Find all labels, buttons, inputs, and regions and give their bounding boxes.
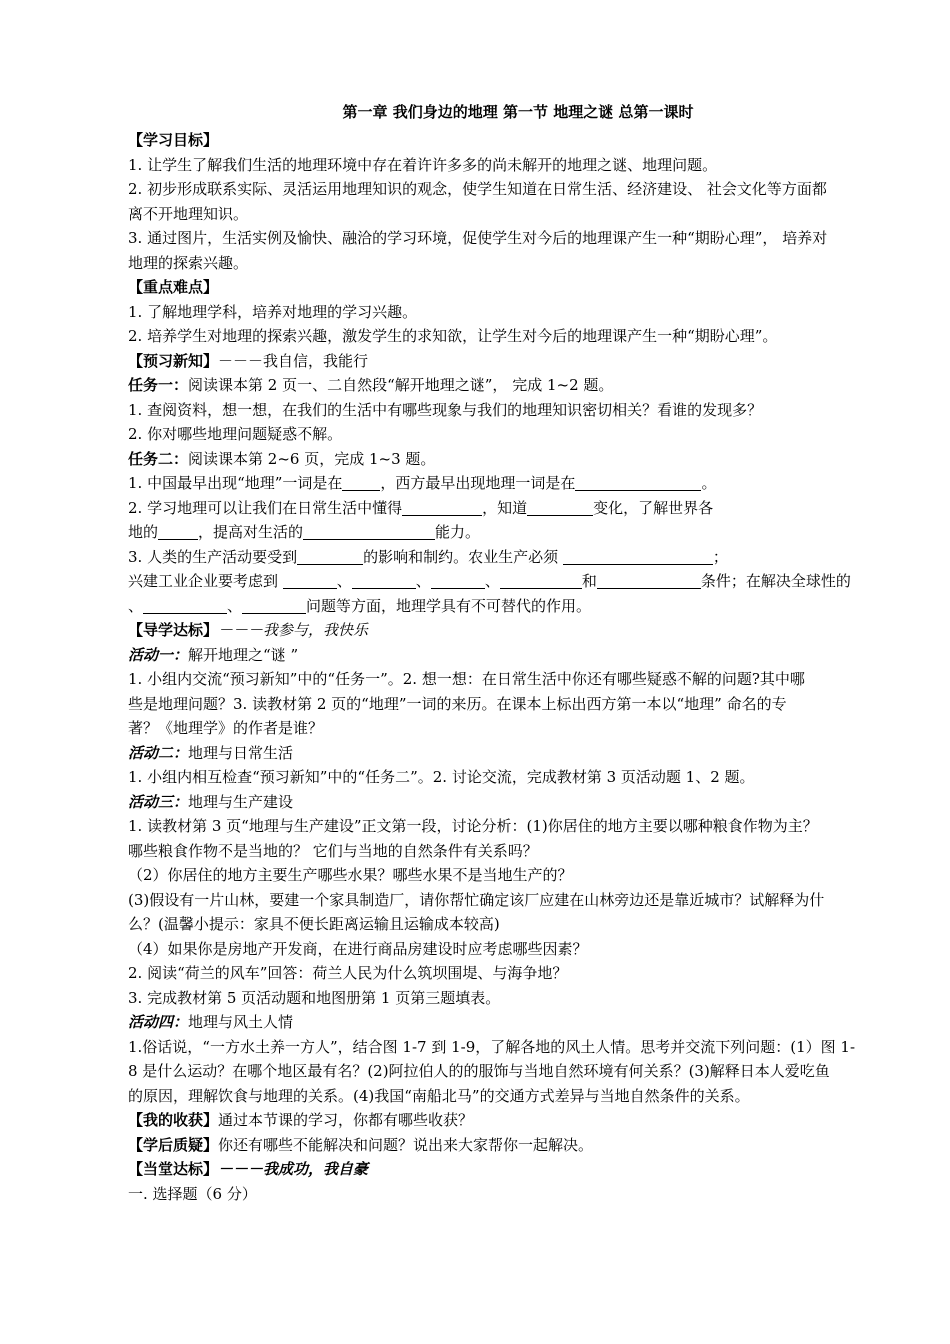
fill-blank[interactable]	[303, 523, 435, 540]
activity-3-line-3: （2）你居住的地方主要生产哪些水果？哪些水果不是当地生产的？	[128, 866, 573, 884]
q1-part-c: 。	[701, 474, 717, 492]
activity-3-line-6: （4）如果你是房地产开发商，在进行商品房建设时应考虑哪些因素？	[128, 939, 588, 958]
heading-guided-learning: 【导学达标】	[128, 621, 219, 639]
activity-1-title: 解开地理之“谜 ”	[188, 645, 299, 664]
task-2-text: 阅读课本第 2~6 页，完成 1~3 题。	[188, 449, 436, 468]
q2-part-e: ，提高对生活的	[198, 523, 304, 541]
fill-blank[interactable]	[597, 572, 701, 589]
activity-3-line-8: 3. 完成教材第 5 页活动题和地图册第 1 页第三题填表。	[128, 988, 501, 1007]
goal-3-line-1: 3. 通过图片，生活实例及愉快、融洽的学习环境，促使学生对今后的地理课产生一种“期盼心理”， 培养对	[128, 229, 828, 247]
q3-part-d: 兴建工业企业要考虑到	[128, 572, 283, 590]
activity-1-line-1: 1. 小组内交流“预习新知”中的“任务一”。2. 想一想：在日常生活中你还有哪些疑惑不解的问题?其中哪	[128, 670, 805, 688]
fill-blank[interactable]	[402, 499, 482, 516]
q2-part-f: 能力。	[435, 523, 481, 541]
activity-2-title: 地理与日常生活	[188, 743, 294, 762]
task-1-question-2: 2. 你对哪些地理问题疑惑不解。	[128, 425, 343, 443]
fill-blank[interactable]	[143, 597, 227, 614]
activity-4-line-2: 8 是什么运动？在哪个地区最有名？(2)阿拉伯人的的服饰与当地自然环境有何关系？(3)解释日本人爱吃鱼	[128, 1062, 830, 1080]
q1-part-a: 1. 中国最早出现“地理”一词是在	[128, 474, 343, 492]
heading-questions-after: 【学后质疑】	[128, 1135, 219, 1154]
goal-2-line-2: 离不开地理知识。	[128, 204, 249, 223]
activity-3-line-4: (3)假设有一片山林，要建一个家具制造厂，请你帮忙确定该厂应建在山林旁边还是靠近城市？试解释为什	[128, 890, 825, 909]
separator: 、	[227, 596, 243, 615]
preview-motto: －－－我自信，我能行	[218, 351, 369, 370]
fill-blank[interactable]	[527, 499, 593, 516]
q3-part-b: 的影响和制约。农业生产必须	[363, 547, 563, 566]
heading-key-points: 【重点难点】	[128, 278, 219, 296]
activity-3-line-5: 么？(温馨小提示：家具不便长距离运输且运输成本较高)	[128, 915, 500, 933]
fill-blank[interactable]	[158, 523, 198, 540]
key-point-1: 1. 了解地理学科，培养对地理的学习兴趣。	[128, 302, 418, 321]
fill-blank[interactable]	[352, 572, 416, 589]
my-gains-text: 通过本节课的学习，你都有哪些收获？	[218, 1111, 474, 1129]
guided-learning-motto: －－－我参与，我快乐	[218, 621, 369, 639]
separator: 、	[128, 596, 144, 615]
fill-blank[interactable]	[297, 548, 363, 565]
heading-learning-goals: 【学习目标】	[128, 131, 219, 149]
activity-3-line-2: 哪些粮食作物不是当地的？ 它们与当地的自然条件有关系吗？	[128, 841, 538, 860]
multiple-choice-heading: 一. 选择题（6 分）	[128, 1184, 257, 1203]
q3-part-f: 条件；在解决全球性的	[700, 572, 851, 590]
fill-blank[interactable]	[563, 548, 713, 565]
activity-4-line-1: 1.俗话说，“一方水土养一方人”，结合图 1-7 到 1-9，了解各地的风土人情。思考并交流下列问题：(1）图 1-	[128, 1037, 856, 1056]
fill-blank[interactable]	[500, 572, 582, 589]
fill-blank[interactable]	[431, 572, 485, 589]
activity-3-title: 地理与生产建设	[188, 792, 294, 811]
q1-part-b: ，西方最早出现地理一词是在	[380, 474, 576, 492]
q3-part-e: 和	[581, 572, 597, 590]
task-1-text: 阅读课本第 2 页一、二自然段“解开地理之谜”， 完成 1~2 题。	[188, 376, 614, 394]
task-1-question-1: 1. 查阅资料，想一想，在我们的生活中有哪些现象与我们的地理知识密切相关？看谁的发现多？	[128, 400, 763, 419]
activity-4-label: 活动四：	[128, 1013, 189, 1031]
q2-part-c: 变化，了解世界各	[593, 498, 714, 517]
goal-2-line-1: 2. 初步形成联系实际、灵活运用地理知识的观念，使学生知道在日常生活、经济建设、 社会文化等方面都	[128, 180, 827, 198]
key-point-2: 2. 培养学生对地理的探索兴趣，激发学生的求知欲，让学生对今后的地理课产生一种“期盼心理”。	[128, 327, 778, 345]
heading-my-gains: 【我的收获】	[128, 1111, 219, 1129]
activity-3-line-7: 2. 阅读“荷兰的风车”回答：荷兰人民为什么筑坝围堤、与海争地？	[128, 964, 568, 982]
separator: 、	[336, 572, 352, 590]
task-2-label: 任务二：	[128, 449, 189, 468]
q2-part-a: 2. 学习地理可以让我们在日常生活中懂得	[128, 498, 403, 517]
document-title: 第一章 我们身边的地理 第一节 地理之谜 总第一课时	[342, 103, 694, 121]
fill-blank[interactable]	[242, 597, 306, 614]
document-page	[128, 100, 908, 1206]
activity-2-label: 活动二：	[128, 743, 189, 762]
activity-4-title: 地理与风土人情	[188, 1013, 294, 1031]
task-1-label: 任务一：	[128, 376, 189, 394]
q3-part-a: 3. 人类的生产活动要受到	[128, 547, 298, 566]
q2-part-b: ，知道	[482, 498, 528, 517]
separator: 、	[415, 572, 431, 590]
activity-3-label: 活动三：	[128, 792, 189, 811]
activity-1-line-3: 著？《地理学》的作者是谁？	[128, 719, 324, 737]
fill-blank[interactable]	[575, 474, 701, 491]
separator: 、	[484, 572, 500, 590]
activity-1-line-2: 些是地理问题？3. 读教材第 2 页的“地理”一词的来历。在课本上标出西方第一本以“地理” 命名的专	[128, 694, 787, 713]
activity-1-label: 活动一：	[128, 645, 189, 664]
activity-3-line-1: 1. 读教材第 3 页“地理与生产建设”正文第一段，讨论分析：(1)你居住的地方主要以哪种粮食作物为主？	[128, 817, 818, 835]
q3-part-g: 问题等方面，地理学具有不可替代的作用。	[306, 596, 592, 615]
fill-blank[interactable]	[342, 474, 380, 491]
activity-4-line-3: 的原因，理解饮食与地理的关系。(4)我国“南船北马”的交通方式差异与当地自然条件的关系。	[128, 1086, 750, 1105]
activity-2-line-1: 1. 小组内相互检查“预习新知”中的“任务二”。2. 讨论交流，完成教材第 3 页活动题 1、2 题。	[128, 768, 755, 786]
q2-part-d: 地的	[128, 523, 159, 541]
heading-preview: 【预习新知】	[128, 351, 219, 370]
heading-class-check: 【当堂达标】	[128, 1160, 219, 1178]
questions-after-text: 你还有哪些不能解决和问题？说出来大家帮你一起解决。	[218, 1135, 594, 1154]
goal-1: 1. 让学生了解我们生活的地理环境中存在着许许多多的尚未解开的地理之谜、地理问题。	[128, 155, 718, 174]
class-check-motto: －－－我成功，我自豪	[218, 1160, 369, 1178]
goal-3-line-2: 地理的探索兴趣。	[128, 253, 249, 272]
q3-part-c: ；	[712, 547, 728, 566]
fill-blank[interactable]	[283, 572, 337, 589]
